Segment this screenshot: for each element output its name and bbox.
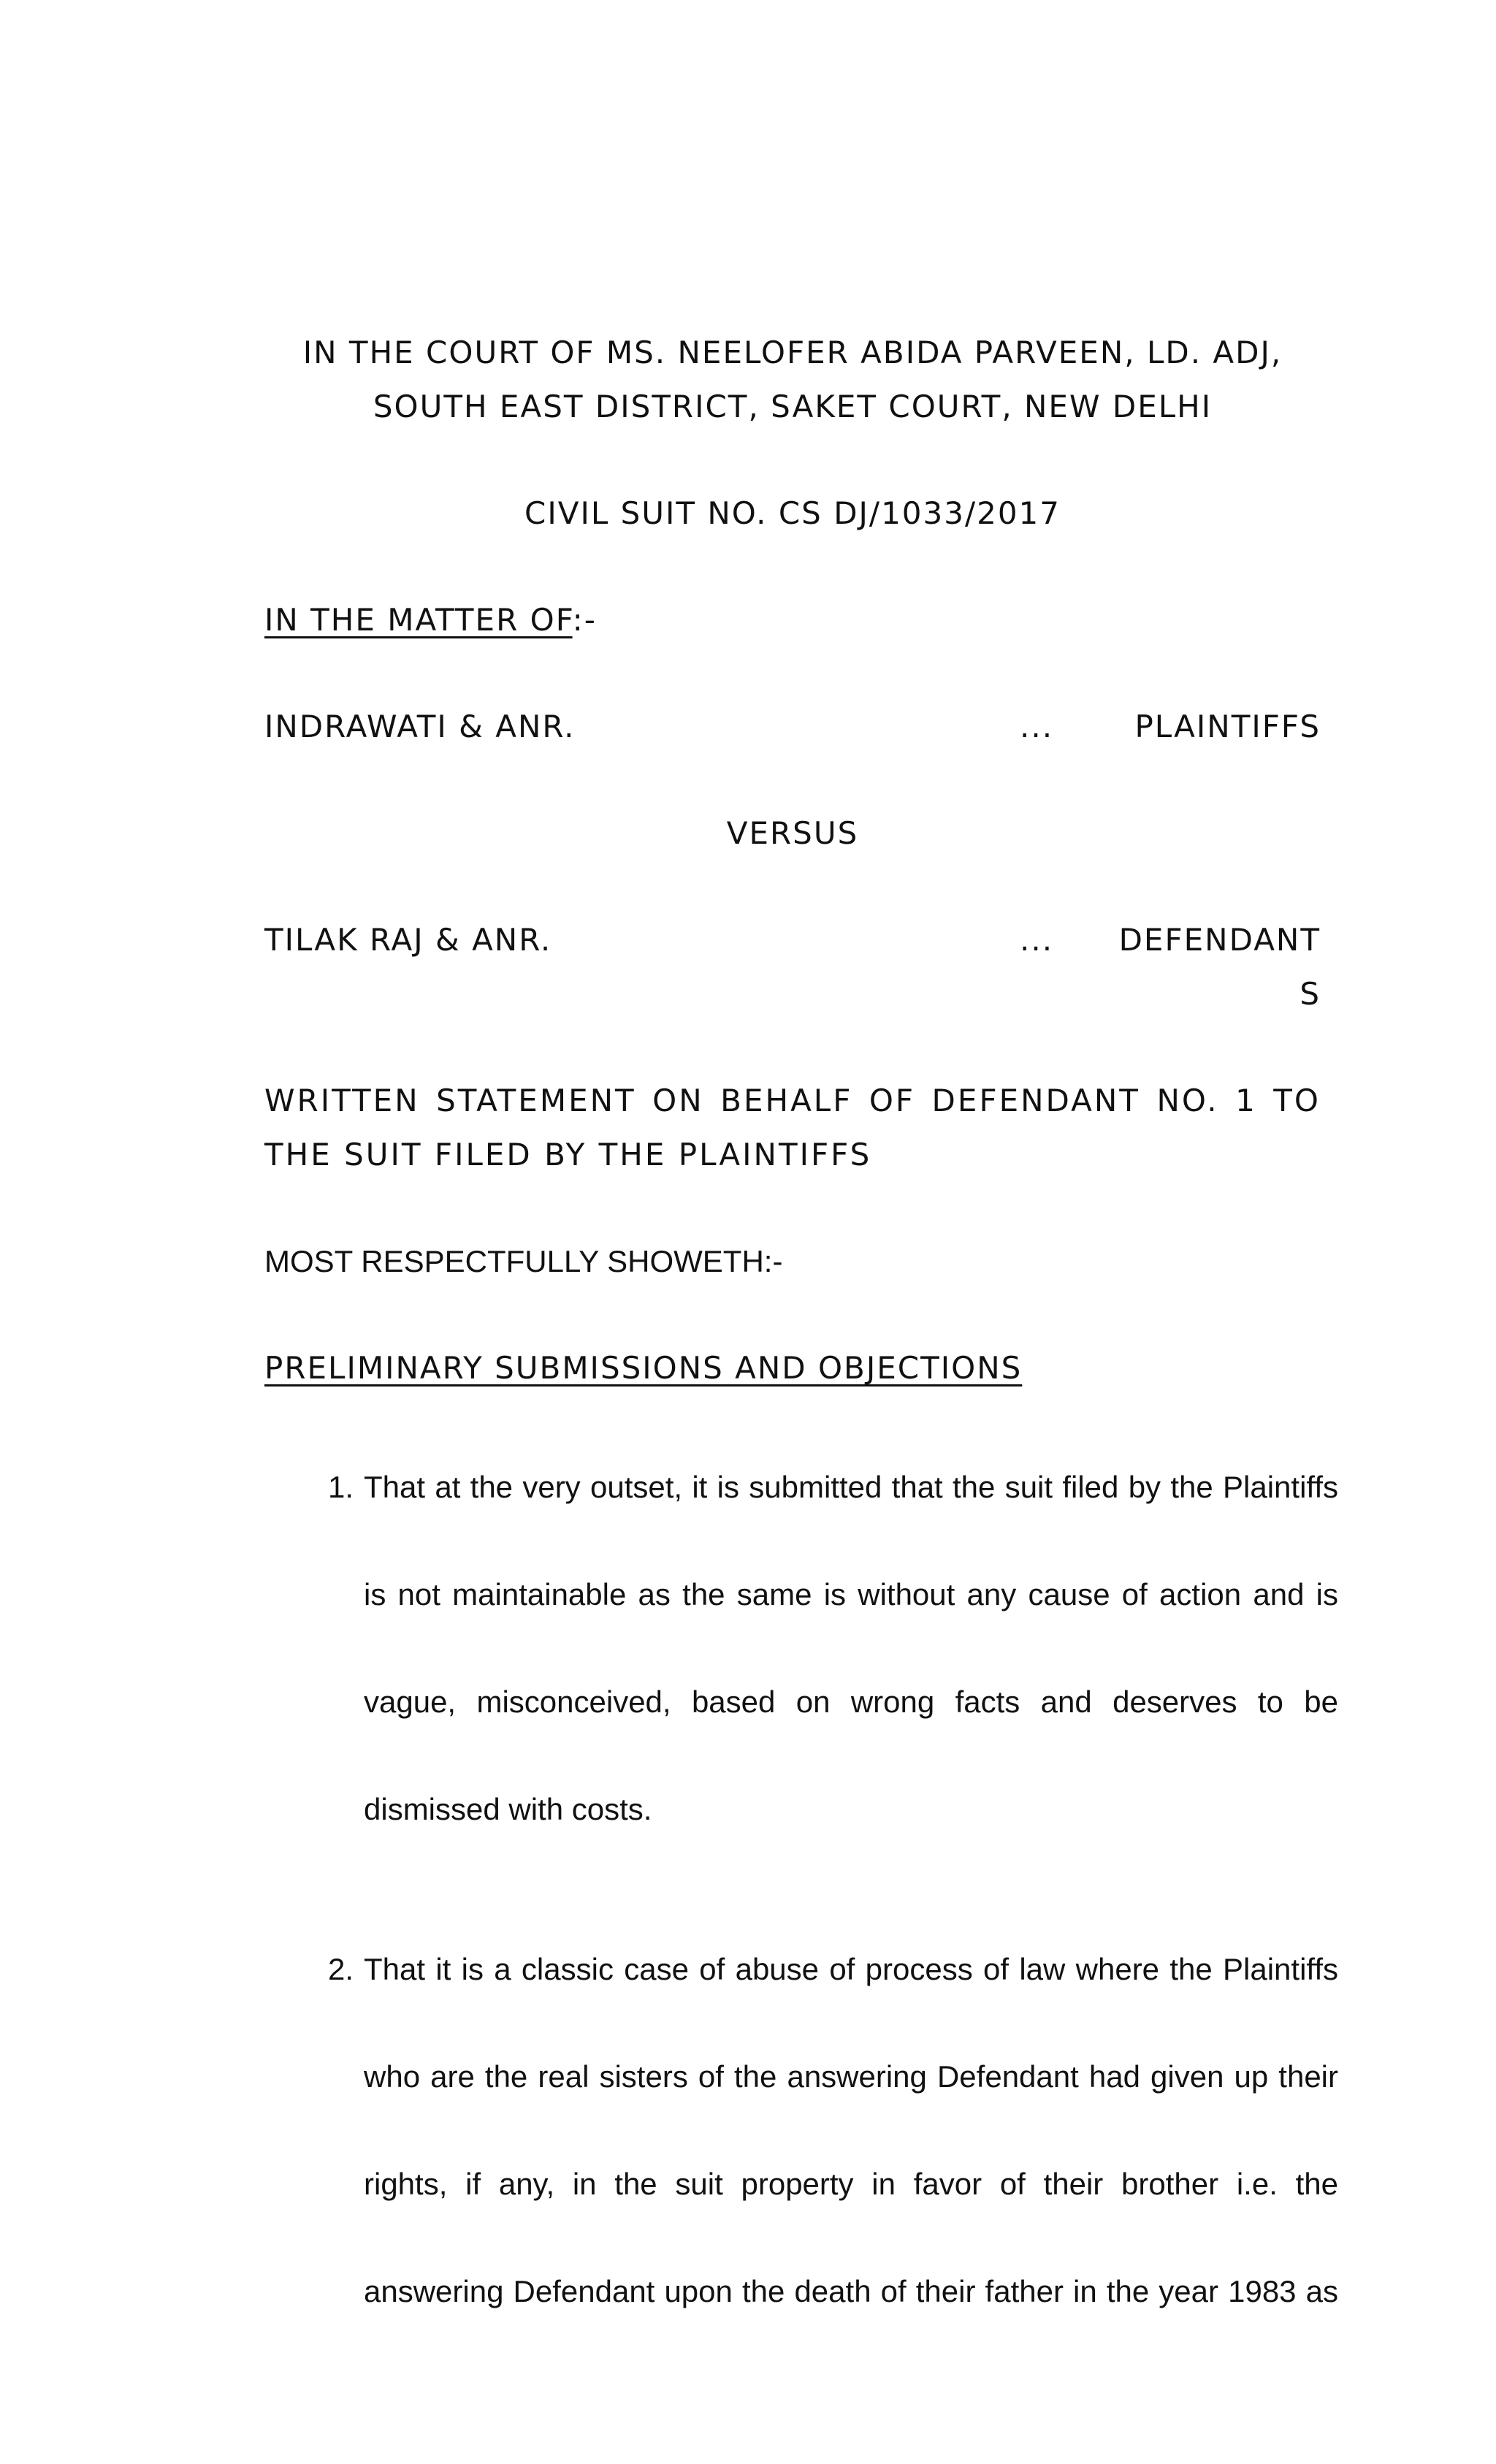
defendants-name: TILAK RAJ & ANR. xyxy=(264,922,552,958)
paragraph-1 xyxy=(264,1433,1338,1863)
paragraph-line: That at the very outset, it is submitted that the suit filed by the Plaintiffs xyxy=(364,1470,1338,1504)
paragraph-line: answering Defendant upon the death of their father in the year 1983 as xyxy=(364,2274,1338,2308)
written-statement-title xyxy=(264,1074,1321,1182)
suit-number: CIVIL SUIT NO. CS DJ/1033/2017 xyxy=(524,495,1061,531)
paragraph-line: is not maintainable as the same is without any cause of action and is xyxy=(364,1577,1338,1611)
paragraph-text xyxy=(354,1915,1338,2345)
paragraph-list xyxy=(264,1433,1338,2345)
paragraph-line: dismissed with costs. xyxy=(364,1792,652,1826)
written-statement-line-1: WRITTEN STATEMENT ON BEHALF OF DEFENDANT NO. 1 TO xyxy=(264,1083,1321,1118)
paragraph-text xyxy=(354,1433,1338,1863)
document-body xyxy=(264,326,1338,2345)
showeth-line: MOST RESPECTFULLY SHOWETH:- xyxy=(264,1244,783,1278)
plaintiffs-row xyxy=(264,700,1321,754)
defendants-dots: ... xyxy=(1020,922,1054,958)
preliminary-heading xyxy=(264,1341,1321,1395)
defendants-row xyxy=(264,913,1321,1021)
matter-label: IN THE MATTER OF xyxy=(264,602,573,638)
matter-suffix: :- xyxy=(572,602,597,638)
matter-heading xyxy=(264,593,1321,647)
paragraph-line: vague, misconceived, based on wrong facts and deserves to be xyxy=(364,1685,1338,1719)
court-heading-line-2: SOUTH EAST DISTRICT, SAKET COURT, NEW DELHI xyxy=(373,389,1213,424)
court-heading xyxy=(264,326,1321,434)
defendants-role: DEFENDANTS xyxy=(1118,922,1321,1012)
plaintiffs-name: INDRAWATI & ANR. xyxy=(264,709,576,744)
versus-label: VERSUS xyxy=(726,815,859,851)
paragraph-line: That it is a classic case of abuse of process of law where the Plaintiffs xyxy=(364,1952,1338,1986)
court-heading-line-1: IN THE COURT OF MS. NEELOFER ABIDA PARVEEN, LD. ADJ, xyxy=(302,335,1283,370)
paragraph-line: rights, if any, in the suit property in favor of their brother i.e. the xyxy=(364,2167,1338,2201)
paragraph-line: who are the real sisters of the answering Defendant had given up their xyxy=(364,2059,1338,2094)
written-statement-line-2: THE SUIT FILED BY THE PLAINTIFFS xyxy=(264,1137,872,1172)
paragraph-number: 1. xyxy=(327,1470,354,1504)
paragraph-2 xyxy=(264,1915,1338,2345)
preliminary-heading-text: PRELIMINARY SUBMISSIONS AND OBJECTIONS xyxy=(264,1350,1023,1386)
plaintiffs-dots: ... xyxy=(1020,709,1054,744)
paragraph-number: 2. xyxy=(327,1952,354,1986)
plaintiffs-role: PLAINTIFFS xyxy=(1134,709,1321,744)
